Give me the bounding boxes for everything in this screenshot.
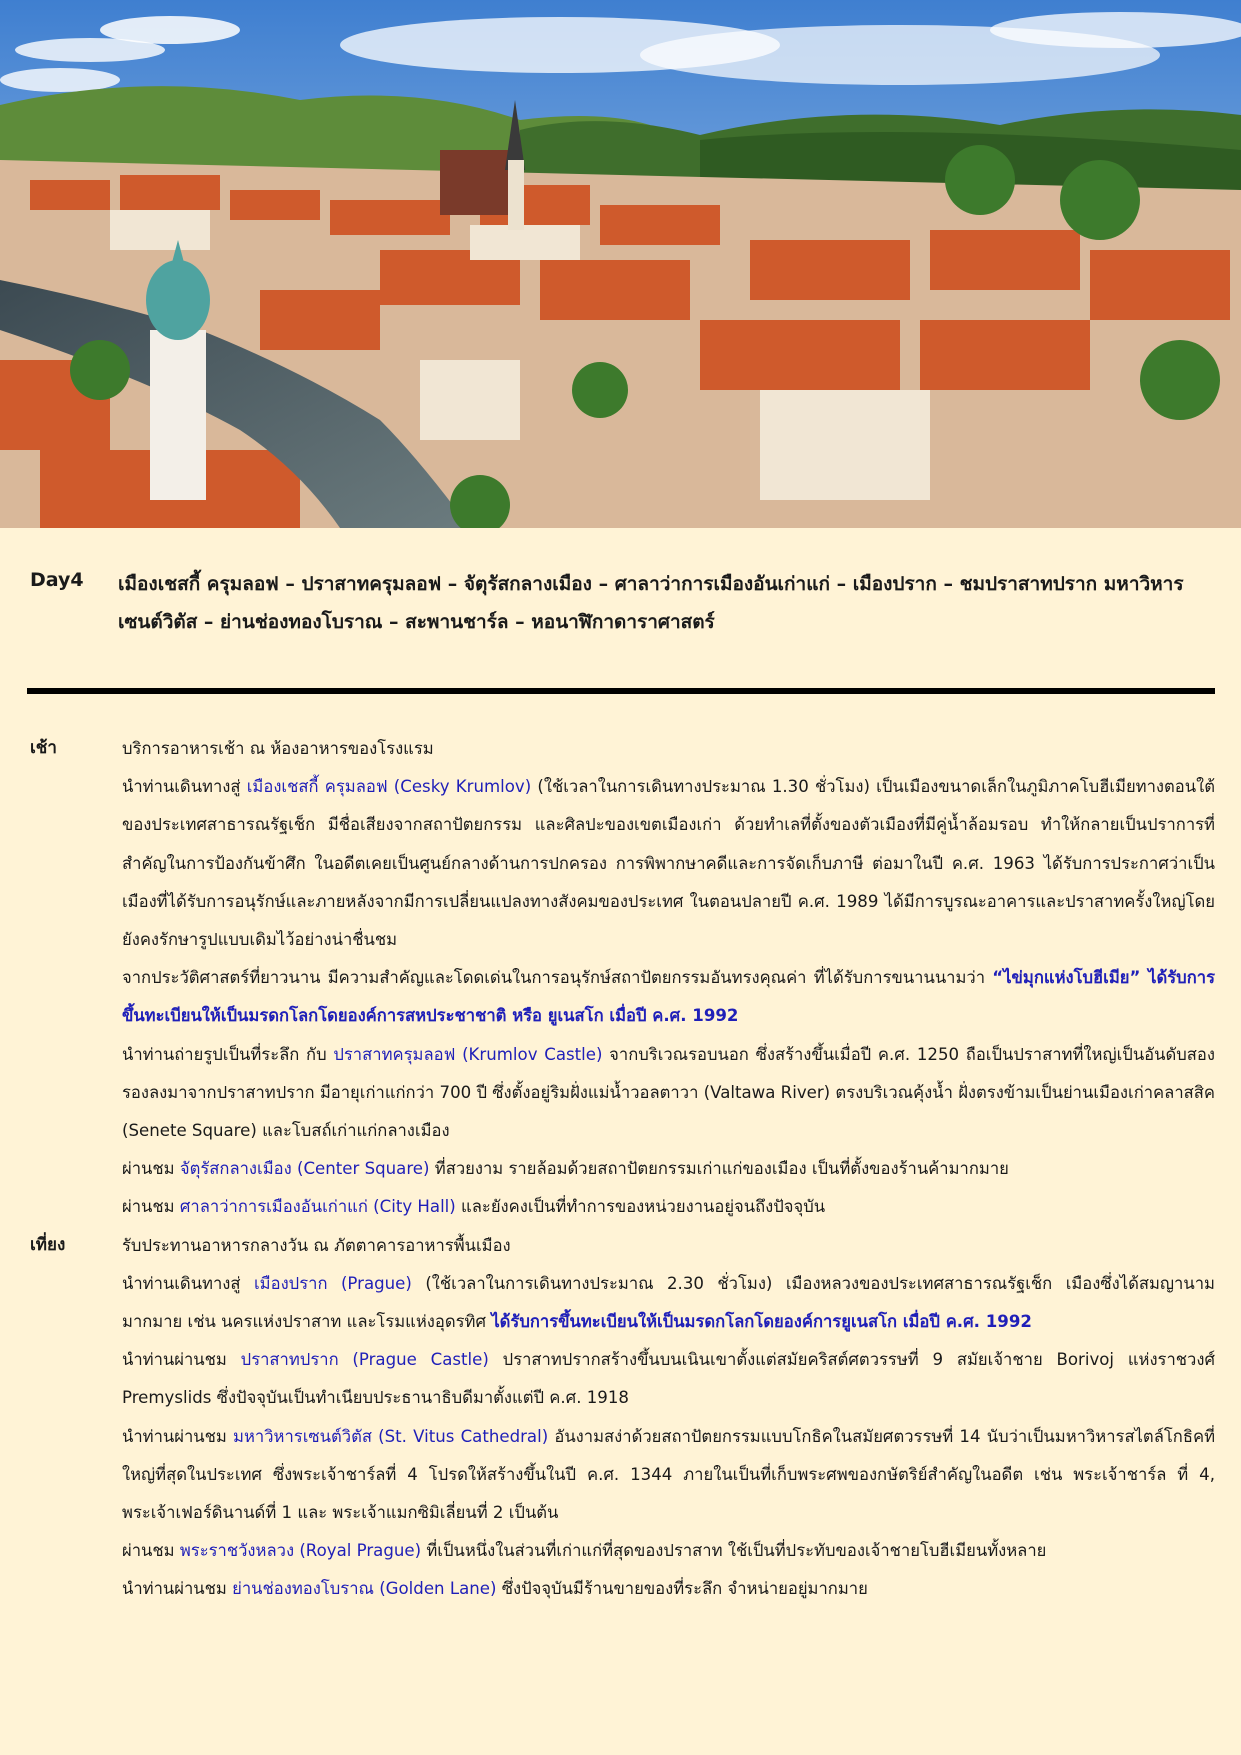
noon-body [122,1227,1215,1609]
highlight-prague-castle: ปราสาทปราก (Prague Castle) [240,1350,489,1370]
day-title: เมืองเชสกี้ ครุมลอฟ – ปราสาทครุมลอฟ – จัตุรัสกลางเมือง – ศาลาว่าการเมืองอันเก่าแก่ – เมืองปราก – ชมปราสาทปราก มหาวิหารเซนต์วิตัส – ย่านช่องทองโบราณ – สะพานชาร์ล – หอนาฬิกาดาราศาสตร์ [118,573,1184,633]
paragraph-krumlov-castle: นำท่านถ่ายรูปเป็นที่ระลึก กับ ปราสาทครุมลอฟ (Krumlov Castle) จากบริเวณรอบนอก ซึ่งสร้างขึ้นเมื่อปี ค.ศ. 1250 ถือเป็นปราสาทที่ใหญ่เป็นอันดับสองรองลงมาจากปราสาทปราก มีอายุเก่าแก่กว่า 700 ปี ซึ่งตั้งอยู่ริมฝั่งแม่น้ำวอลตาวา (Valtawa River) ตรงบริเวณคุ้งน้ำ ฝั่งตรงข้ามเป็นย่านเมืองเก่าคลาสสิค (Senete Square) และโบสถ์เก่าแก่กลางเมือง [122,1044,1215,1141]
highlight-prague-unesco: ได้รับการขึ้นทะเบียนให้เป็นมรดกโลกโดยองค์การยูเนสโก เมื่อปี ค.ศ. 1992 [491,1312,1032,1332]
highlight-golden-lane: ย่านช่องทองโบราณ (Golden Lane) [232,1579,497,1599]
paragraph-prague: นำท่านเดินทางสู่ เมืองปราก (Prague) (ใช้เวลาในการเดินทางประมาณ 2.30 ชั่วโมง) เมืองหลวงของประเทศสาธารณรัฐเช็ก เมืองซึ่งได้สมญานามมากมาย เช่น นครแห่งปราสาท และโรมแห่งอุดรทิศ ได้รับการขึ้นทะเบียนให้เป็นมรดกโลกโดยองค์การยูเนสโก เมื่อปี ค.ศ. 1992 [122,1273,1215,1332]
breakfast-text: บริการอาหารเช้า ณ ห้องอาหารของโรงแรม [122,739,434,758]
highlight-center-square: จัตุรัสกลางเมือง (Center Square) [179,1159,430,1179]
highlight-krumlov-castle: ปราสาทครุมลอฟ (Krumlov Castle) [333,1044,603,1064]
highlight-cesky-krumlov: เมืองเชสกี้ ครุมลอฟ (Cesky Krumlov) [246,777,532,797]
paragraph-royal-palace: ผ่านชม พระราชวังหลวง (Royal Prague) ที่เป็นหนึ่งในส่วนที่เก่าแก่ที่สุดของปราสาท ใช้เป็นที่ประทับของเจ้าชายโบฮีเมียนทั้งหลาย [122,1541,1047,1561]
paragraph-golden-lane: นำท่านผ่านชม ย่านช่องทองโบราณ (Golden Lane) ซึ่งปัจจุบันมีร้านขายของที่ระลึก จำหน่ายอยู่มากมาย [122,1579,868,1599]
noon-section [30,1227,1215,1609]
paragraph-city-hall: ผ่านชม ศาลาว่าการเมืองอันเก่าแก่ (City Hall) และยังคงเป็นที่ทำการของหน่วยงานอยู่จนถึงปัจจุบัน [122,1197,826,1217]
highlight-prague: เมืองปราก (Prague) [254,1273,412,1293]
lunch-text: รับประทานอาหารกลางวัน ณ ภัตตาคารอาหารพื้นเมือง [122,1235,511,1255]
morning-body [122,730,1215,1227]
highlight-unesco: “ไข่มุกแห่งโบฮีเมีย” ได้รับการขึ้นทะเบียนให้เป็นมรดกโลกโดยองค์การสหประชาชาติ หรือ ยูเนสโก เมื่อปี ค.ศ. 1992 [122,968,1215,1026]
morning-label: เช้า [30,738,57,758]
morning-section [30,730,1215,1227]
section-divider [27,688,1215,694]
day-label: Day4 [30,569,84,591]
paragraph-st-vitus: นำท่านผ่านชม มหาวิหารเซนต์วิตัส (St. Vitus Cathedral) อันงามสง่าด้วยสถาปัตยกรรมแบบโกธิคในสมัยศตวรรษที่ 14 นับว่าเป็นมหาวิหารสไตล์โกธิคที่ใหญ่ที่สุดในประเทศ ซึ่งพระเจ้าชาร์ลที่ 4 โปรดให้สร้างขึ้นในปี ค.ศ. 1344 ภายในเป็นที่เก็บพระศพของกษัตริย์สำคัญในอดีต เช่น พระเจ้าชาร์ล ที่ 4, พระเจ้าเฟอร์ดินานด์ที่ 1 และ พระเจ้าแมกซิมิเลี่ยนที่ 2 เป็นต้น [122,1426,1216,1523]
paragraph-cesky-krumlov: นำท่านเดินทางสู่ เมืองเชสกี้ ครุมลอฟ (Cesky Krumlov) (ใช้เวลาในการเดินทางประมาณ 1.30 ชั่วโมง) เป็นเมืองขนาดเล็กในภูมิภาคโบฮีเมียทางตอนใต้ของประเทศสาธารณรัฐเช็ก มีชื่อเสียงจากสถาปัตยกรรม และศิลปะของเขตเมืองเก่า ด้วยทำเลที่ตั้งของตัวเมืองที่มีคู่น้ำล้อมรอบ ทำให้กลายเป็นปราการที่สำคัญในการป้องกันข้าศึก ในอดีตเคยเป็นศูนย์กลางด้านการปกครอง การพิพากษาคดีและการจัดเก็บภาษี ต่อมาในปี ค.ศ. 1963 ได้รับการประกาศว่าเป็นเมืองที่ได้รับการอนุรักษ์และภายหลังจากมีการเปลี่ยนแปลงทางสังคมของประเทศ ในตอนปลายปี ค.ศ. 1989 ได้มีการบูรณะอาคารและปราสาทครั้งใหญ่โดยยังคงรักษารูปแบบเดิมไว้อย่างน่าชื่นชม [122,777,1215,950]
noon-label: เที่ยง [30,1234,66,1255]
paragraph-pearl-of-bohemia: จากประวัติศาสตร์ที่ยาวนาน มีความสำคัญและโดดเด่นในการอนุรักษ์สถาปัตยกรรมอันทรงคุณค่า ที่ได้รับการขนานนามว่า “ไข่มุกแห่งโบฮีเมีย” ได้รับการขึ้นทะเบียนให้เป็นมรดกโลกโดยองค์การสหประชาชาติ หรือ ยูเนสโก เมื่อปี ค.ศ. 1992 [122,968,1215,1026]
paragraph-center-square: ผ่านชม จัตุรัสกลางเมือง (Center Square) ที่สวยงาม รายล้อมด้วยสถาปัตยกรรมเก่าแก่ของเมือง เป็นที่ตั้งของร้านค้ามากมาย [122,1159,1009,1179]
highlight-royal-palace: พระราชวังหลวง (Royal Prague) [179,1541,422,1561]
cesky-krumlov-panorama-image [0,0,1241,528]
paragraph-prague-castle: นำท่านผ่านชม ปราสาทปราก (Prague Castle) ปราสาทปรากสร้างขึ้นบนเนินเขาตั้งแต่สมัยคริสต์ศตวรรษที่ 9 สมัยเจ้าชาย Borivoj แห่งราชวงศ์ Premyslids ซึ่งปัจจุบันเป็นทำเนียบประธานาธิบดีมาตั้งแต่ปี ค.ศ. 1918 [122,1350,1216,1408]
highlight-city-hall: ศาลาว่าการเมืองอันเก่าแก่ (City Hall) [179,1197,456,1217]
itinerary-content [30,730,1215,1609]
highlight-st-vitus: มหาวิหารเซนต์วิตัส (St. Vitus Cathedral) [233,1426,549,1446]
hero-image [0,0,1241,528]
